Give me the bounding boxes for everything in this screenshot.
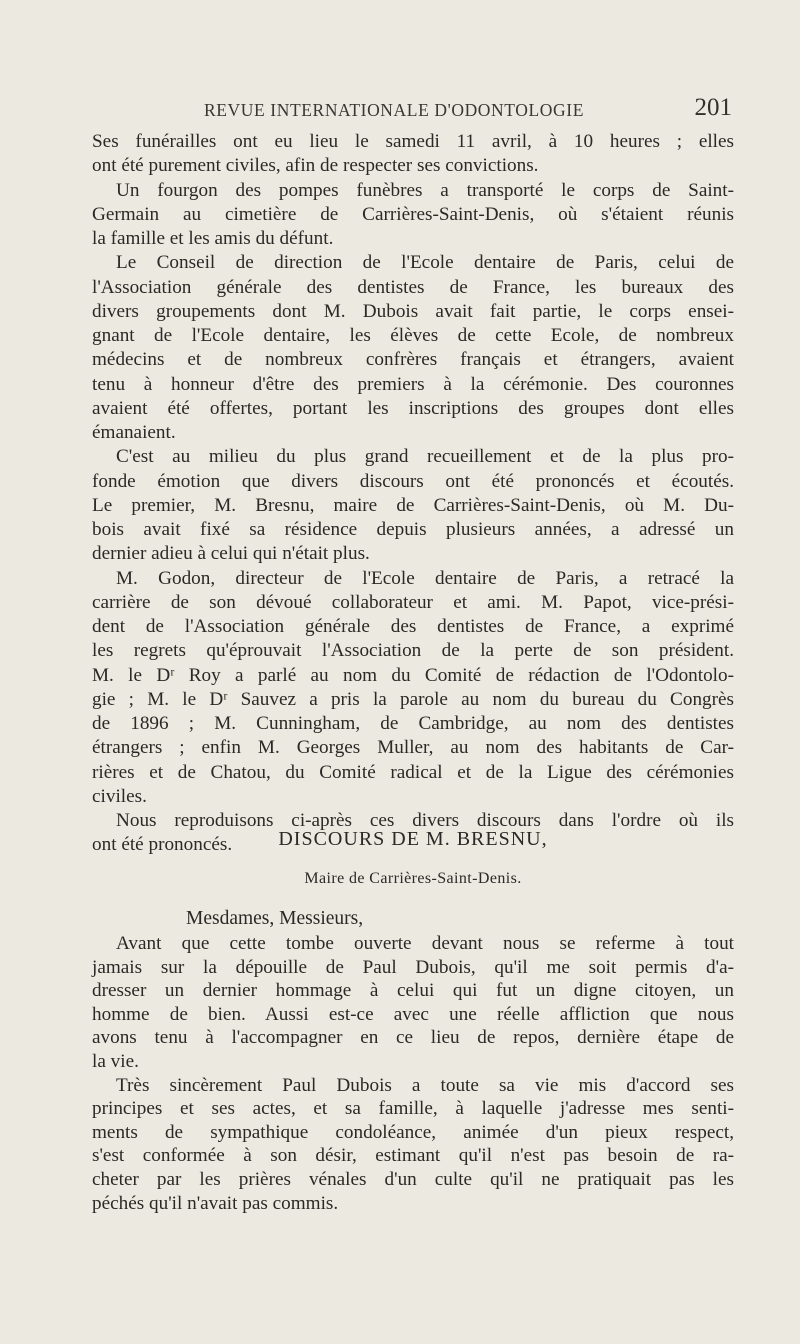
text-line: carrière de son dévoué collaborateur et ami. M. Papot, vice-prési- [92,591,734,613]
text-line: divers groupements dont M. Dubois avait fait partie, le corps ensei- [92,300,734,322]
text-line: Germain au cimetière de Carrières-Saint-Denis, où s'étaient réunis [92,203,734,225]
text-line: dresser un dernier hommage à celui qui fut un digne citoyen, un [92,980,734,1002]
text-line: ont été purement civiles, afin de respecter ses convictions. [92,155,539,177]
text-line: la famille et les amis du défunt. [92,228,334,249]
text-line: fonde émotion que divers discours ont été prononcés et écoutés. [92,470,734,492]
text-line: gie ; M. le Dʳ Sauvez a pris la parole au nom du bureau du Congrès [92,688,734,710]
text-line: dent de l'Association générale des dentistes de France, a exprimé [92,616,734,637]
text-line: Le Conseil de direction de l'Ecole dentaire de Paris, celui de [116,252,734,274]
text-line: cheter par les prières vénales d'un culte qu'il ne pratiquait pas les [92,1169,734,1190]
text-line: gnant de l'Ecole dentaire, les élèves de cette Ecole, de nombreux [92,325,734,346]
text-line: Nous reproduisons ci-après ces divers discours dans l'ordre où ils [116,810,734,831]
text-line: M. Godon, directeur de l'Ecole dentaire de Paris, a retracé la [116,567,734,589]
text-line: tenu à honneur d'être des premiers à la cérémonie. Des couronnes [92,373,734,395]
text-line: les regrets qu'éprouvait l'Association de la perte de son président. [92,640,734,662]
text-line: civiles. [92,785,147,807]
text-line: médecins et de nombreux confrères français et étrangers, avaient [92,349,734,371]
text-line: M. le Dʳ Roy a parlé au nom du Comité de rédaction de l'Odontolo- [92,664,734,686]
text-line: émanaient. [92,422,176,443]
text-line: péchés qu'il n'avait pas commis. [92,1192,339,1214]
text-line: la vie. [92,1051,139,1072]
speech-title: DISCOURS DE M. BRESNU, [278,828,548,850]
text-line: bois avait fixé sa résidence depuis plusieurs années, a adressé un [92,519,734,540]
text-line: homme de bien. Aussi est-ce avec une réelle affliction que nous [92,1003,734,1025]
text-line: rières et de Chatou, du Comité radical et de la Ligue des cérémonies [92,761,734,783]
text-line: ont été prononcés. [92,834,233,856]
text-line: dernier adieu à celui qui n'était plus. [92,543,370,565]
page-header [92,92,734,128]
text-line: l'Association générale des dentistes de France, les bureaux des [92,276,734,298]
text-line: C'est au milieu du plus grand recueillement et de la plus pro- [116,446,734,468]
text-line: avons tenu à l'accompagner en ce lieu de repos, dernière étape de [92,1027,734,1049]
text-line: Le premier, M. Bresnu, maire de Carrières-Saint-Denis, où M. Du- [92,494,734,516]
text-line: ments de sympathique condoléance, animée d'un pieux respect, [92,1121,734,1143]
page-number: 201 [694,94,732,121]
text-line: Un fourgon des pompes funèbres a transporté le corps de Saint- [116,179,734,201]
text-line: s'est conformée à son désir, estimant qu'il n'est pas besoin de ra- [92,1145,734,1167]
running-title: REVUE INTERNATIONALE D'ODONTOLOGIE [204,100,584,120]
text-line: avaient été offertes, portant les inscriptions des groupes dont elles [92,397,734,419]
text-line: de 1896 ; M. Cunningham, de Cambridge, au nom des dentistes [92,713,734,734]
text-line: Ses funérailles ont eu lieu le samedi 11 avril, à 10 heures ; elles [92,131,734,152]
text-line: Très sincèrement Paul Dubois a toute sa vie mis d'accord ses [116,1074,734,1096]
speech-subtitle: Maire de Carrières-Saint-Denis. [304,870,522,887]
text-line: Avant que cette tombe ouverte devant nous se referme à tout [116,933,734,954]
text-line: étrangers ; enfin M. Georges Muller, au nom des habitants de Car- [92,737,734,759]
text-line: jamais sur la dépouille de Paul Dubois, qu'il me soit permis d'a- [92,956,734,978]
text-line: principes et ses actes, et sa famille, à laquelle j'adresse mes senti- [92,1098,734,1120]
salutation: Mesdames, Messieurs, [186,908,364,929]
